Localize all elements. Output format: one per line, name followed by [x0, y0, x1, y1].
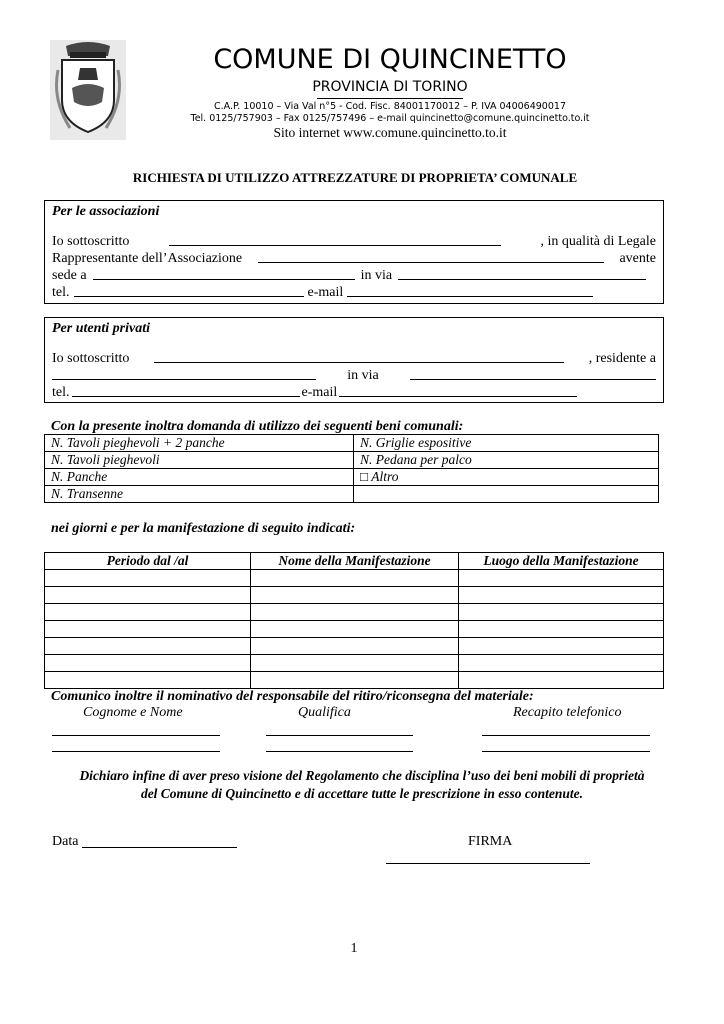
goods-row	[45, 452, 659, 469]
goods-item[interactable]: N. Griglie espositive	[354, 435, 659, 452]
assoc-line-2-label: Rappresentante dell’Associazione	[52, 251, 243, 266]
table-row	[45, 621, 664, 638]
header-divider	[317, 98, 463, 99]
event-period-cell[interactable]	[45, 621, 251, 638]
associations-heading: Per le associazioni	[52, 204, 160, 219]
events-header-row	[45, 553, 664, 570]
private-via-label: in via	[347, 368, 379, 383]
table-row	[45, 604, 664, 621]
private-city-field[interactable]	[52, 367, 316, 380]
event-place-cell[interactable]	[459, 638, 664, 655]
responsible-heading: Comunico inoltre il nominativo del responsabile del ritiro/riconsegna del materiale:	[51, 689, 534, 704]
date-field[interactable]	[82, 835, 237, 848]
events-table	[44, 552, 664, 689]
goods-row	[45, 486, 659, 503]
event-period-cell[interactable]	[45, 638, 251, 655]
event-place-cell[interactable]	[459, 621, 664, 638]
goods-item[interactable]: N. Pedana per palco	[354, 452, 659, 469]
website-line: Sito internet www.comune.quincinetto.to.it	[273, 125, 507, 140]
table-row	[45, 570, 664, 587]
assoc-via-label: in via	[360, 268, 393, 283]
signature-field[interactable]	[386, 851, 590, 864]
associations-section	[44, 200, 664, 304]
contacts-line: Tel. 0125/757903 – Fax 0125/757496 – e-mail quincinetto@comune.quincinetto.to.it	[190, 113, 590, 124]
assoc-via-field[interactable]	[398, 267, 646, 280]
private-email-label: e-mail	[301, 385, 338, 400]
goods-item[interactable]	[354, 486, 659, 503]
document-title: RICHIESTA DI UTILIZZO ATTREZZATURE DI PROPRIETA’ COMUNALE	[132, 170, 578, 185]
events-col-period: Periodo dal /al	[45, 553, 251, 570]
event-name-cell[interactable]	[251, 570, 459, 587]
event-place-cell[interactable]	[459, 587, 664, 604]
private-via-field[interactable]	[410, 367, 656, 380]
private-line-1-label: Io sottoscritto	[52, 351, 130, 366]
responsible-role-field[interactable]	[266, 723, 413, 736]
event-period-cell[interactable]	[45, 672, 251, 689]
private-tel-label: tel.	[52, 385, 70, 400]
events-col-place: Luogo della Manifestazione	[459, 553, 664, 570]
page-number: 1	[350, 941, 358, 956]
responsible-col-phone: Recapito telefonico	[513, 705, 622, 720]
assoc-sede-field[interactable]	[93, 267, 355, 280]
event-period-cell[interactable]	[45, 570, 251, 587]
private-email-field[interactable]	[339, 384, 577, 397]
responsible-col-name: Cognome e Nome	[83, 705, 183, 720]
event-name-cell[interactable]	[251, 672, 459, 689]
assoc-line-1	[52, 233, 656, 250]
responsible-col-role: Qualifica	[298, 705, 351, 720]
assoc-line-1-role: , in qualità di Legale	[540, 234, 656, 249]
assoc-association-field[interactable]	[258, 250, 604, 263]
event-period-cell[interactable]	[45, 655, 251, 672]
goods-item[interactable]: N. Transenne	[45, 486, 354, 503]
assoc-line-2-tail: avente	[619, 251, 656, 266]
assoc-name-field[interactable]	[169, 233, 501, 246]
assoc-tel-label: tel.	[52, 285, 70, 300]
goods-row	[45, 435, 659, 452]
private-line-1	[52, 350, 656, 367]
province-name: PROVINCIA DI TORINO	[312, 79, 468, 95]
assoc-line-1-label: Io sottoscritto	[52, 234, 130, 249]
responsible-phone-field[interactable]	[482, 739, 650, 752]
private-line-3	[52, 384, 656, 401]
event-place-cell[interactable]	[459, 570, 664, 587]
event-period-cell[interactable]	[45, 604, 251, 621]
municipality-title: COMUNE DI QUINCINETTO	[213, 44, 567, 75]
goods-heading: Con la presente inoltra domanda di utilizzo dei seguenti beni comunali:	[51, 419, 464, 434]
private-tel-field[interactable]	[72, 384, 300, 397]
table-row	[45, 587, 664, 604]
responsible-name-field[interactable]	[52, 739, 220, 752]
municipal-crest-icon	[50, 40, 126, 140]
event-name-cell[interactable]	[251, 587, 459, 604]
event-period-cell[interactable]	[45, 587, 251, 604]
goods-item[interactable]: N. Tavoli pieghevoli	[45, 452, 354, 469]
assoc-email-field[interactable]	[347, 284, 593, 297]
date-label: Data	[52, 834, 79, 849]
private-name-field[interactable]	[154, 350, 564, 363]
address-line: C.A.P. 10010 – Via Val n°5 - Cod. Fisc. 84001170012 – P. IVA 04006490017	[213, 101, 566, 112]
goods-item[interactable]: N. Tavoli pieghevoli + 2 panche	[45, 435, 354, 452]
goods-row	[45, 469, 659, 486]
private-line-1-tail: , residente a	[588, 351, 656, 366]
private-users-section	[44, 317, 664, 403]
goods-item[interactable]: □ Altro	[354, 469, 659, 486]
responsible-role-field[interactable]	[266, 739, 413, 752]
assoc-line-4	[52, 284, 656, 301]
table-row	[45, 672, 664, 689]
event-name-cell[interactable]	[251, 638, 459, 655]
assoc-email-label: e-mail	[307, 285, 344, 300]
event-place-cell[interactable]	[459, 655, 664, 672]
events-col-name: Nome della Manifestazione	[251, 553, 459, 570]
event-place-cell[interactable]	[459, 604, 664, 621]
event-name-cell[interactable]	[251, 655, 459, 672]
signature-label: FIRMA	[468, 834, 513, 849]
goods-item[interactable]: N. Panche	[45, 469, 354, 486]
event-name-cell[interactable]	[251, 604, 459, 621]
declaration-text: Dichiaro infine di aver preso visione del Regolamento che disciplina l’uso dei beni mobili di proprietà del Comune di Quincinetto e di accettare tutte le prescrizione in esso contenute.	[79, 768, 645, 801]
responsible-name-field[interactable]	[52, 723, 220, 736]
private-line-2	[52, 367, 656, 384]
assoc-line-3	[52, 267, 656, 284]
assoc-tel-field[interactable]	[74, 284, 304, 297]
table-row	[45, 638, 664, 655]
event-name-cell[interactable]	[251, 621, 459, 638]
responsible-phone-field[interactable]	[482, 723, 650, 736]
event-place-cell[interactable]	[459, 672, 664, 689]
goods-table	[44, 434, 659, 503]
events-heading: nei giorni e per la manifestazione di seguito indicati:	[51, 521, 356, 536]
assoc-sede-label: sede a	[52, 268, 87, 283]
private-heading: Per utenti privati	[52, 321, 150, 336]
assoc-line-2	[52, 250, 656, 267]
table-row	[45, 655, 664, 672]
